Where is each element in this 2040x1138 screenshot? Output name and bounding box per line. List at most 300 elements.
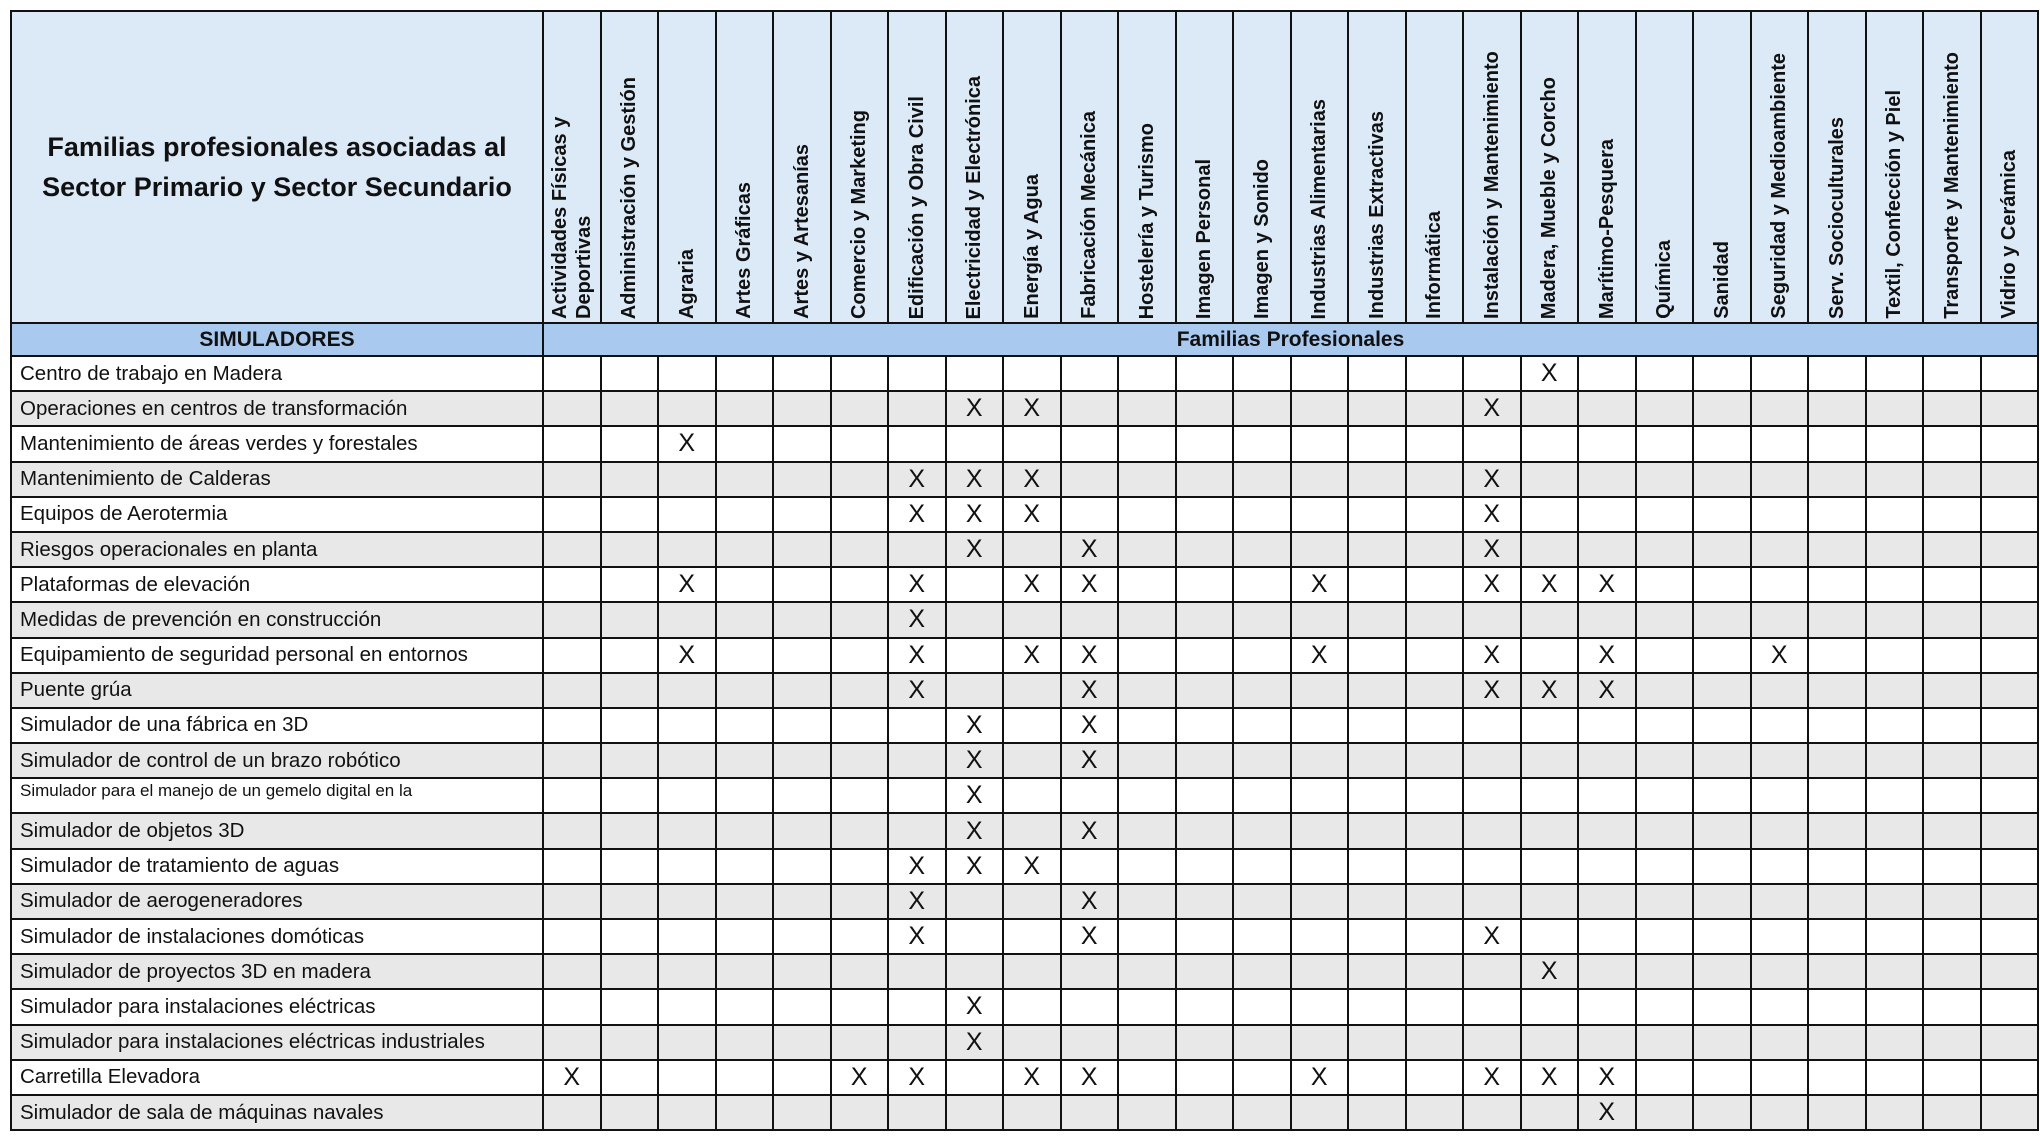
mark-cell: X [1578, 1060, 1636, 1095]
empty-cell [601, 391, 659, 426]
empty-cell [773, 813, 831, 848]
empty-cell [658, 708, 716, 743]
empty-cell [1808, 497, 1866, 532]
simulator-name: Carretilla Elevadora [11, 1060, 543, 1095]
column-header [1578, 11, 1636, 323]
empty-cell [1866, 884, 1924, 919]
empty-cell [1406, 989, 1464, 1024]
column-header [1118, 11, 1176, 323]
empty-cell [1348, 356, 1406, 391]
empty-cell [716, 638, 774, 673]
empty-cell [1981, 391, 2039, 426]
empty-cell [601, 708, 659, 743]
empty-cell [831, 462, 889, 497]
empty-cell [1751, 567, 1809, 602]
empty-cell [1118, 708, 1176, 743]
empty-cell [716, 391, 774, 426]
empty-cell [601, 919, 659, 954]
empty-cell [773, 391, 831, 426]
empty-cell [1348, 954, 1406, 989]
column-header-label: Química [1653, 240, 1676, 319]
empty-cell [716, 919, 774, 954]
empty-cell [1923, 602, 1981, 637]
empty-cell [1751, 673, 1809, 708]
empty-cell [1406, 1095, 1464, 1130]
empty-cell [1233, 638, 1291, 673]
table-row [11, 532, 2038, 567]
empty-cell [1176, 532, 1234, 567]
empty-cell [1808, 778, 1866, 813]
empty-cell [946, 919, 1004, 954]
empty-cell [1233, 356, 1291, 391]
empty-cell [1578, 462, 1636, 497]
mark-cell: X [946, 813, 1004, 848]
empty-cell [1176, 919, 1234, 954]
families-header: Familias Profesionales [543, 323, 2038, 356]
column-header [1406, 11, 1464, 323]
empty-cell [1118, 884, 1176, 919]
empty-cell [773, 567, 831, 602]
column-header-label: Energía y Agua [1020, 174, 1043, 319]
empty-cell [1866, 673, 1924, 708]
column-header-label: Artes Gráficas [733, 182, 756, 319]
empty-cell [1981, 1095, 2039, 1130]
empty-cell [1176, 497, 1234, 532]
mark-cell: X [1463, 567, 1521, 602]
empty-cell [1406, 813, 1464, 848]
empty-cell [1003, 813, 1061, 848]
empty-cell [1521, 708, 1579, 743]
empty-cell [1866, 1060, 1924, 1095]
empty-cell [1463, 849, 1521, 884]
empty-cell [1981, 462, 2039, 497]
empty-cell [1406, 638, 1464, 673]
empty-cell [601, 426, 659, 461]
empty-cell [658, 673, 716, 708]
column-header [1003, 11, 1061, 323]
empty-cell [1003, 356, 1061, 391]
empty-cell [946, 602, 1004, 637]
empty-cell [1578, 602, 1636, 637]
empty-cell [1866, 813, 1924, 848]
column-header [716, 11, 774, 323]
empty-cell [1176, 743, 1234, 778]
column-header [1463, 11, 1521, 323]
empty-cell [1003, 778, 1061, 813]
empty-cell [1348, 532, 1406, 567]
empty-cell [946, 954, 1004, 989]
empty-cell [1578, 1025, 1636, 1060]
empty-cell [773, 1095, 831, 1130]
empty-cell [1693, 1060, 1751, 1095]
empty-cell [1118, 532, 1176, 567]
empty-cell [1981, 602, 2039, 637]
empty-cell [1866, 989, 1924, 1024]
mark-cell: X [1578, 567, 1636, 602]
simulator-name: Simulador de aerogeneradores [11, 884, 543, 919]
empty-cell [1578, 743, 1636, 778]
empty-cell [543, 497, 601, 532]
mark-cell: X [1521, 356, 1579, 391]
empty-cell [601, 813, 659, 848]
empty-cell [1003, 602, 1061, 637]
empty-cell [601, 1060, 659, 1095]
column-header [1291, 11, 1349, 323]
empty-cell [1693, 778, 1751, 813]
column-header [543, 11, 601, 323]
empty-cell [1291, 813, 1349, 848]
empty-cell [716, 884, 774, 919]
empty-cell [716, 989, 774, 1024]
mark-cell: X [946, 532, 1004, 567]
empty-cell [1981, 778, 2039, 813]
empty-cell [1923, 708, 1981, 743]
empty-cell [1348, 1060, 1406, 1095]
empty-cell [601, 497, 659, 532]
table-row [11, 778, 2038, 813]
empty-cell [1981, 356, 2039, 391]
empty-cell [831, 391, 889, 426]
empty-cell [1808, 391, 1866, 426]
empty-cell [1521, 813, 1579, 848]
empty-cell [1233, 497, 1291, 532]
empty-cell [1291, 919, 1349, 954]
empty-cell [1923, 813, 1981, 848]
mark-cell: X [888, 462, 946, 497]
empty-cell [658, 954, 716, 989]
empty-cell [1808, 919, 1866, 954]
empty-cell [658, 1095, 716, 1130]
empty-cell [1751, 708, 1809, 743]
column-header [1808, 11, 1866, 323]
empty-cell [1118, 743, 1176, 778]
empty-cell [1233, 778, 1291, 813]
mark-cell: X [658, 567, 716, 602]
empty-cell [1751, 989, 1809, 1024]
empty-cell [773, 919, 831, 954]
empty-cell [1923, 778, 1981, 813]
empty-cell [773, 426, 831, 461]
empty-cell [1406, 356, 1464, 391]
table-row [11, 673, 2038, 708]
empty-cell [1923, 638, 1981, 673]
empty-cell [543, 813, 601, 848]
empty-cell [1521, 426, 1579, 461]
empty-cell [601, 1095, 659, 1130]
empty-cell [1348, 778, 1406, 813]
empty-cell [1176, 602, 1234, 637]
column-header-label: Administración y Gestión [618, 76, 641, 319]
empty-cell [1808, 567, 1866, 602]
empty-cell [1118, 989, 1176, 1024]
empty-cell [1406, 1060, 1464, 1095]
empty-cell [1751, 778, 1809, 813]
empty-cell [773, 708, 831, 743]
column-header-label: Hostelería y Turismo [1135, 122, 1158, 319]
empty-cell [773, 1060, 831, 1095]
empty-cell [1061, 1095, 1119, 1130]
empty-cell [831, 356, 889, 391]
empty-cell [716, 1025, 774, 1060]
empty-cell [773, 849, 831, 884]
simulator-name: Operaciones en centros de transformación [11, 391, 543, 426]
column-header [1636, 11, 1694, 323]
empty-cell [543, 778, 601, 813]
empty-cell [1636, 954, 1694, 989]
empty-cell [543, 602, 601, 637]
column-header-label: Fabricación Mecánica [1078, 111, 1101, 319]
empty-cell [1291, 1095, 1349, 1130]
empty-cell [1003, 708, 1061, 743]
empty-cell [601, 602, 659, 637]
empty-cell [1118, 919, 1176, 954]
empty-cell [1291, 884, 1349, 919]
empty-cell [543, 1025, 601, 1060]
mark-cell: X [1463, 532, 1521, 567]
empty-cell [1118, 1060, 1176, 1095]
empty-cell [716, 743, 774, 778]
empty-cell [543, 989, 601, 1024]
empty-cell [1866, 1095, 1924, 1130]
empty-cell [1118, 602, 1176, 637]
empty-cell [1866, 356, 1924, 391]
empty-cell [1981, 743, 2039, 778]
empty-cell [1521, 638, 1579, 673]
mark-cell: X [1521, 567, 1579, 602]
empty-cell [1463, 1095, 1521, 1130]
empty-cell [601, 567, 659, 602]
empty-cell [1118, 778, 1176, 813]
empty-cell [1923, 673, 1981, 708]
empty-cell [1808, 356, 1866, 391]
mark-cell: X [1003, 497, 1061, 532]
empty-cell [946, 1095, 1004, 1130]
empty-cell [1636, 673, 1694, 708]
empty-cell [1866, 532, 1924, 567]
empty-cell [1176, 954, 1234, 989]
empty-cell [1923, 1025, 1981, 1060]
mark-cell: X [946, 708, 1004, 743]
mark-cell: X [1578, 673, 1636, 708]
empty-cell [831, 1025, 889, 1060]
empty-cell [1923, 1060, 1981, 1095]
mark-cell: X [1003, 391, 1061, 426]
empty-cell [1578, 426, 1636, 461]
mark-cell: X [543, 1060, 601, 1095]
column-header [1176, 11, 1234, 323]
empty-cell [1463, 602, 1521, 637]
empty-cell [1751, 602, 1809, 637]
empty-cell [543, 849, 601, 884]
empty-cell [601, 954, 659, 989]
empty-cell [1061, 849, 1119, 884]
empty-cell [1866, 426, 1924, 461]
column-header [773, 11, 831, 323]
column-header-label: Edificación y Obra Civil [905, 95, 928, 319]
empty-cell [1578, 849, 1636, 884]
column-header [1866, 11, 1924, 323]
simulator-name: Mantenimiento de Calderas [11, 462, 543, 497]
empty-cell [1118, 638, 1176, 673]
table-row [11, 638, 2038, 673]
empty-cell [1578, 954, 1636, 989]
empty-cell [1981, 708, 2039, 743]
empty-cell [601, 884, 659, 919]
mark-cell: X [1291, 567, 1349, 602]
empty-cell [716, 567, 774, 602]
empty-cell [1118, 497, 1176, 532]
empty-cell [831, 602, 889, 637]
simulator-name: Puente grúa [11, 673, 543, 708]
empty-cell [1003, 532, 1061, 567]
empty-cell [543, 919, 601, 954]
empty-cell [1808, 813, 1866, 848]
table-row [11, 391, 2038, 426]
empty-cell [1866, 1025, 1924, 1060]
empty-cell [1636, 743, 1694, 778]
simulator-name: Simulador de tratamiento de aguas [11, 849, 543, 884]
column-header-label: Actividades Físicas y Deportivas [548, 116, 595, 319]
empty-cell [1176, 849, 1234, 884]
empty-cell [543, 884, 601, 919]
mark-cell: X [946, 462, 1004, 497]
empty-cell [1521, 462, 1579, 497]
empty-cell [1751, 497, 1809, 532]
empty-cell [1061, 391, 1119, 426]
mark-cell: X [888, 638, 946, 673]
empty-cell [1521, 1095, 1579, 1130]
simulator-name: Riesgos operacionales en planta [11, 532, 543, 567]
empty-cell [1866, 919, 1924, 954]
empty-cell [601, 989, 659, 1024]
empty-cell [1693, 462, 1751, 497]
mark-cell: X [1463, 497, 1521, 532]
empty-cell [1406, 954, 1464, 989]
empty-cell [1118, 813, 1176, 848]
empty-cell [716, 1060, 774, 1095]
column-header-label: Seguridad y Medioambiente [1768, 53, 1791, 319]
column-header-label: Instalación y Mantenimiento [1480, 51, 1503, 319]
empty-cell [831, 708, 889, 743]
empty-cell [1463, 1025, 1521, 1060]
empty-cell [1636, 391, 1694, 426]
empty-cell [831, 673, 889, 708]
empty-cell [1923, 884, 1981, 919]
empty-cell [831, 919, 889, 954]
empty-cell [1578, 813, 1636, 848]
table-row [11, 462, 2038, 497]
mark-cell: X [1061, 1060, 1119, 1095]
empty-cell [1061, 602, 1119, 637]
table-row [11, 1095, 2038, 1130]
empty-cell [1463, 426, 1521, 461]
empty-cell [1693, 708, 1751, 743]
mark-cell: X [888, 497, 946, 532]
empty-cell [1693, 391, 1751, 426]
empty-cell [1118, 356, 1176, 391]
mark-cell: X [1003, 462, 1061, 497]
empty-cell [1636, 497, 1694, 532]
empty-cell [1866, 497, 1924, 532]
empty-cell [1751, 954, 1809, 989]
table-title: Familias profesionales asociadas al Sector Primario y Sector Secundario [42, 132, 512, 202]
empty-cell [1118, 849, 1176, 884]
mark-cell: X [658, 426, 716, 461]
column-header [1521, 11, 1579, 323]
empty-cell [1808, 708, 1866, 743]
empty-cell [1291, 954, 1349, 989]
column-header [888, 11, 946, 323]
mark-cell: X [1751, 638, 1809, 673]
empty-cell [1693, 497, 1751, 532]
mark-cell: X [1061, 532, 1119, 567]
empty-cell [1693, 743, 1751, 778]
empty-cell [1118, 673, 1176, 708]
empty-cell [1693, 1095, 1751, 1130]
column-header [1233, 11, 1291, 323]
empty-cell [543, 356, 601, 391]
empty-cell [831, 426, 889, 461]
column-header [1348, 11, 1406, 323]
simulator-name: Simulador de control de un brazo robótico [11, 743, 543, 778]
mark-cell: X [1061, 919, 1119, 954]
empty-cell [1406, 1025, 1464, 1060]
empty-cell [1808, 989, 1866, 1024]
empty-cell [543, 532, 601, 567]
mark-cell: X [888, 673, 946, 708]
simulator-name: Simulador para instalaciones eléctricas [11, 989, 543, 1024]
empty-cell [1808, 673, 1866, 708]
table-row [11, 1025, 2038, 1060]
empty-cell [1003, 1025, 1061, 1060]
empty-cell [1176, 778, 1234, 813]
empty-cell [888, 1025, 946, 1060]
empty-cell [1061, 1025, 1119, 1060]
empty-cell [1866, 462, 1924, 497]
empty-cell [888, 743, 946, 778]
empty-cell [1176, 391, 1234, 426]
simulator-name: Simulador de objetos 3D [11, 813, 543, 848]
empty-cell [1291, 462, 1349, 497]
mark-cell: X [946, 391, 1004, 426]
empty-cell [1981, 567, 2039, 602]
empty-cell [1176, 1025, 1234, 1060]
empty-cell [1003, 989, 1061, 1024]
empty-cell [1578, 989, 1636, 1024]
simulator-name: Plataformas de elevación [11, 567, 543, 602]
empty-cell [1981, 638, 2039, 673]
empty-cell [658, 602, 716, 637]
mark-cell: X [946, 778, 1004, 813]
empty-cell [1291, 1025, 1349, 1060]
column-header-label: Serv. Socioculturales [1825, 117, 1848, 319]
empty-cell [1808, 884, 1866, 919]
empty-cell [1291, 673, 1349, 708]
column-header-label: Marítimo-Pesquera [1595, 138, 1618, 319]
mark-cell: X [946, 849, 1004, 884]
empty-cell [1693, 884, 1751, 919]
empty-cell [1003, 954, 1061, 989]
empty-cell [1866, 954, 1924, 989]
empty-cell [946, 638, 1004, 673]
column-header-label: Artes y Artesanías [790, 144, 813, 319]
empty-cell [1003, 1095, 1061, 1130]
mark-cell: X [1521, 673, 1579, 708]
empty-cell [1463, 356, 1521, 391]
empty-cell [716, 356, 774, 391]
empty-cell [1693, 567, 1751, 602]
empty-cell [1636, 849, 1694, 884]
